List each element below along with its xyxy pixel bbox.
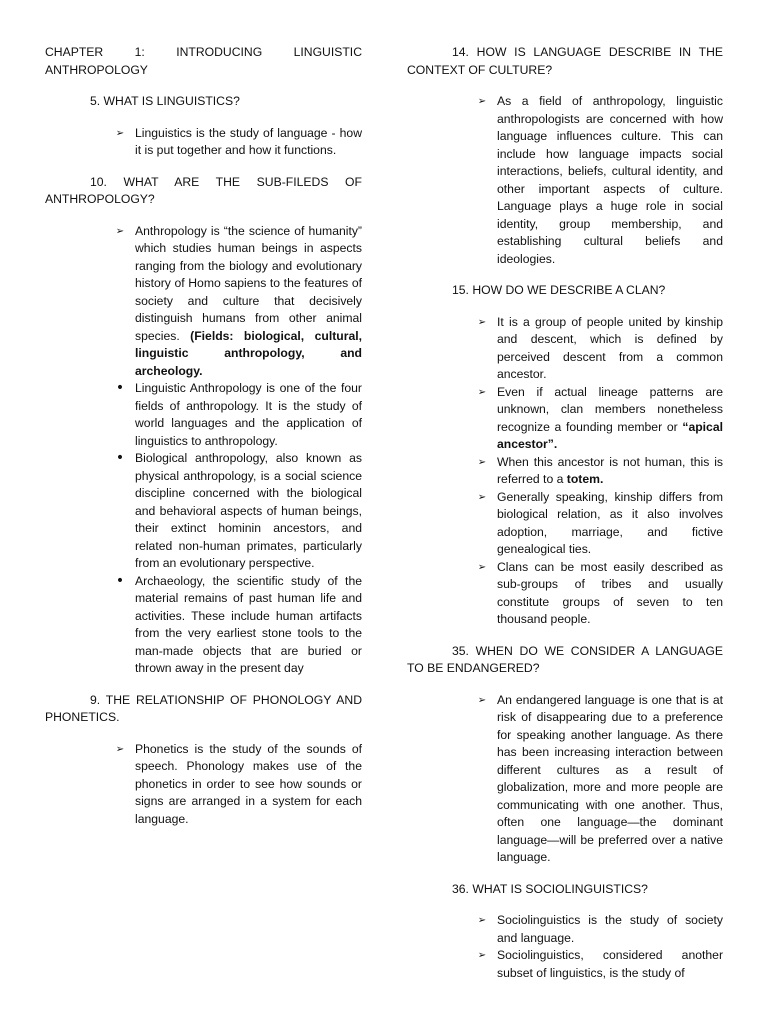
question-10-heading: 10. WHAT ARE THE SUB-FILEDS OF ANTHROPOLOGY? [45, 174, 362, 206]
arrow-bullet-icon: ➢ [477, 491, 487, 503]
question-15-heading: 15. HOW DO WE DESCRIBE A CLAN? [452, 283, 666, 297]
list-item: • Archaeology, the scientific study of the material remains of past human life and activities. These include human artifacts from the very earliest stone tools to the man-made objects that are buried or thrown away in the present day [135, 573, 362, 678]
list-item: ➢ Sociolinguistics, considered another subset of linguistics, is the study of [497, 947, 723, 982]
chapter-title: CHAPTER 1: INTRODUCING LINGUISTIC ANTHROPOLOGY [45, 45, 362, 77]
arrow-bullet-icon: ➢ [477, 386, 487, 398]
question-35-heading: 35. WHEN DO WE CONSIDER A LANGUAGE TO BE ENDANGERED? [407, 643, 723, 675]
list-item: ➢ As a field of anthropology, linguistic anthropologists are concerned with how language influences culture. This can include how language impacts social interactions, beliefs, cultural identity, and other important aspects of culture. Language plays a huge role in social identity, group membership, and establishing cultural beliefs and ideologies. [497, 93, 723, 268]
arrow-bullet-icon: ➢ [477, 915, 487, 926]
question-36-answers [407, 912, 723, 982]
list-item: ➢ Linguistics is the study of language - how it is put together and how it functions. [135, 125, 362, 160]
list-item: ➢ An endangered language is one that is at risk of disappearing due to a preference for speaking another language. As there has been increasing interaction between different cultures as a result of globalization, more and more people are communicating with one another. Thus, often one language—the dominant language—will be preferred over a native language. [497, 692, 723, 867]
list-item: ➢ Phonetics is the study of the sounds of speech. Phonology makes use of the phonetics in order to see how sounds or signs are arranged in a system for each language. [135, 741, 362, 829]
question-10-answers [45, 223, 362, 678]
list-item: ➢ Generally speaking, kinship differs from biological relation, as it also involves adoption, marriage, and fictive genealogical ties. [497, 489, 723, 559]
arrow-bullet-icon: ➢ [477, 950, 487, 961]
question-9-answers [45, 741, 362, 829]
arrow-bullet-icon: ➢ [477, 561, 487, 573]
list-item: ➢ Even if actual lineage patterns are unknown, clan members nonetheless recognize a founding member or “apical ancestor”. [497, 384, 723, 454]
question-5-heading: 5. WHAT IS LINGUISTICS? [90, 94, 240, 108]
question-5-answers [45, 125, 362, 160]
list-item: ➢ When this ancestor is not human, this is referred to a totem. [497, 454, 723, 489]
apical-ancestor-term: “apical ancestor”. [497, 419, 723, 451]
arrow-bullet-icon: ➢ [477, 316, 487, 328]
arrow-bullet-icon: ➢ [477, 694, 487, 706]
list-item: ➢ Clans can be most easily described as sub-groups of tribes and usually constitute groups of seven to ten thousand people. [497, 559, 723, 629]
question-15-answers [407, 314, 723, 629]
arrow-bullet-icon: ➢ [115, 225, 125, 237]
dot-bullet-icon: • [115, 380, 125, 396]
question-14-answers [407, 93, 723, 268]
list-item: ➢ Anthropology is “the science of humanity” which studies human beings in aspects ranging from the biology and evolutionary history of Homo sapiens to the features of society and culture that decisively distinguish humans from other animal species. (Fields: biological, cultural, linguistic anthropology, and archeology. [135, 223, 362, 381]
question-36-heading: 36. WHAT IS SOCIOLINGUISTICS? [452, 881, 648, 896]
list-item: • Biological anthropology, also known as physical anthropology, is a social science discipline concerned with the biological and behavioral aspects of human beings, their extinct hominin ancestors, and related non-human primates, particularly from an evolutionary perspective. [135, 450, 362, 573]
question-35-answers [407, 692, 723, 867]
arrow-bullet-icon: ➢ [115, 127, 125, 139]
list-item: ➢ It is a group of people united by kinship and descent, which is defined by perceived descent from a common ancestor. [497, 314, 723, 384]
dot-bullet-icon: • [115, 450, 125, 466]
dot-bullet-icon: • [115, 572, 125, 589]
fields-note: (Fields: biological, cultural, linguistic anthropology, and archeology. [135, 328, 363, 378]
question-14-heading: 14. HOW IS LANGUAGE DESCRIBE IN THE CONTEXT OF CULTURE? [407, 45, 723, 77]
arrow-bullet-icon: ➢ [477, 96, 487, 107]
list-item: ➢ Sociolinguistics is the study of society and language. [497, 912, 723, 947]
list-item: • Linguistic Anthropology is one of the four fields of anthropology. It is the study of world languages and the application of linguistics to anthropology. [135, 380, 362, 450]
right-column [407, 44, 723, 996]
arrow-bullet-icon: ➢ [477, 456, 487, 468]
question-9-heading: 9. THE RELATIONSHIP OF PHONOLOGY AND PHONETICS. [45, 692, 362, 724]
left-column [45, 44, 362, 842]
arrow-bullet-icon: ➢ [115, 743, 125, 755]
totem-term: totem. [566, 472, 604, 486]
